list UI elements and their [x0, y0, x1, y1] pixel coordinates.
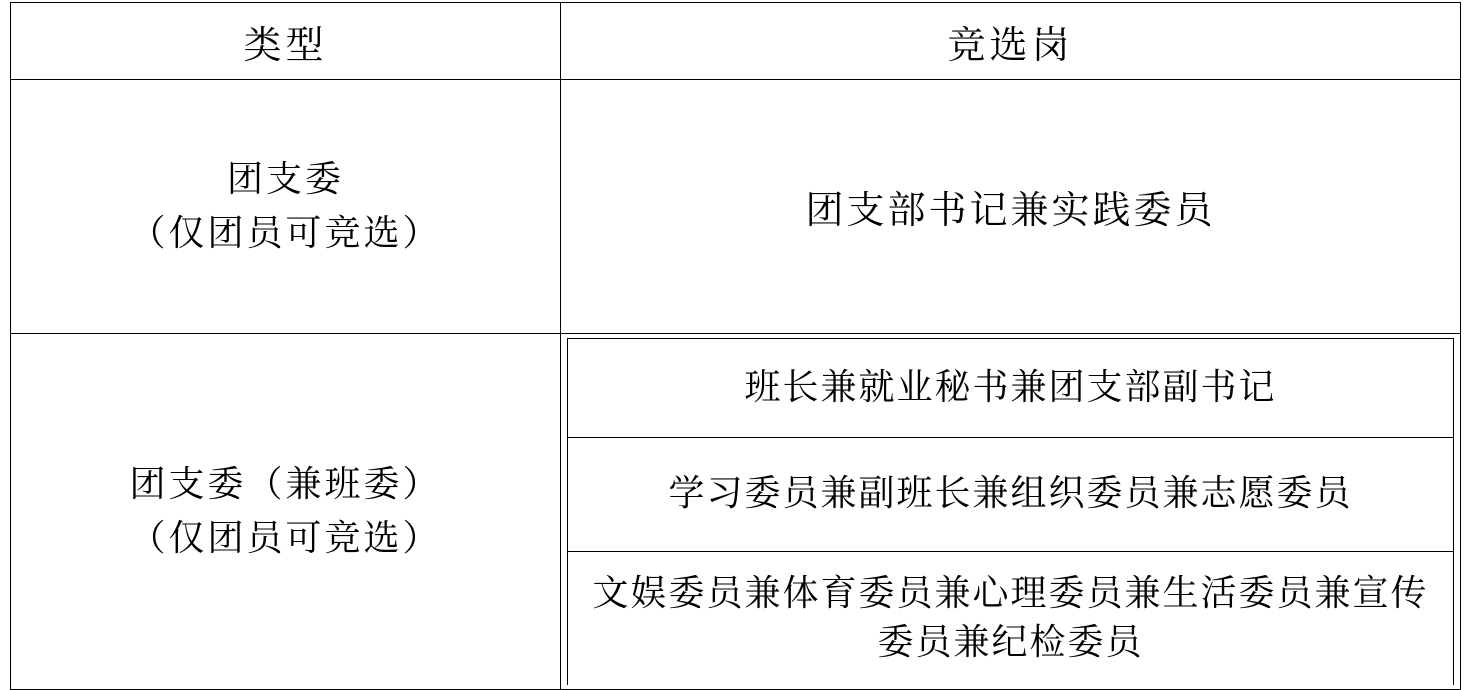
type-label-line2: （仅团员可竞选） [129, 517, 442, 559]
column-header-type: 类型 [11, 3, 561, 80]
column-header-post: 竞选岗 [561, 3, 1461, 80]
table-row [11, 334, 1461, 690]
cell-type-branch-committee [11, 80, 561, 334]
post-list-item [568, 552, 1454, 686]
cell-post-group [561, 334, 1461, 690]
post-list-table [567, 338, 1454, 685]
cell-type-branch-and-class-committee [11, 334, 561, 690]
position-table [10, 2, 1461, 690]
type-label-line2: （仅团员可竞选） [129, 212, 442, 254]
table-row [11, 80, 1461, 334]
post-monitor-career-secretary: 班长兼就业秘书兼团支部副书记 [568, 339, 1454, 438]
cell-post-branch-secretary: 团支部书记兼实践委员 [561, 80, 1461, 334]
position-table-container [10, 0, 1460, 690]
type-label-line1: 团支委（兼班委） [129, 463, 442, 505]
table-header-row [11, 3, 1461, 80]
post-entertainment-sports: 文娱委员兼体育委员兼心理委员兼生活委员兼宣传委员兼纪检委员 [568, 552, 1454, 686]
post-list-item [568, 339, 1454, 438]
post-study-vice-monitor: 学习委员兼副班长兼组织委员兼志愿委员 [568, 438, 1454, 552]
post-list-item [568, 438, 1454, 552]
type-label-line1: 团支委 [226, 158, 344, 200]
